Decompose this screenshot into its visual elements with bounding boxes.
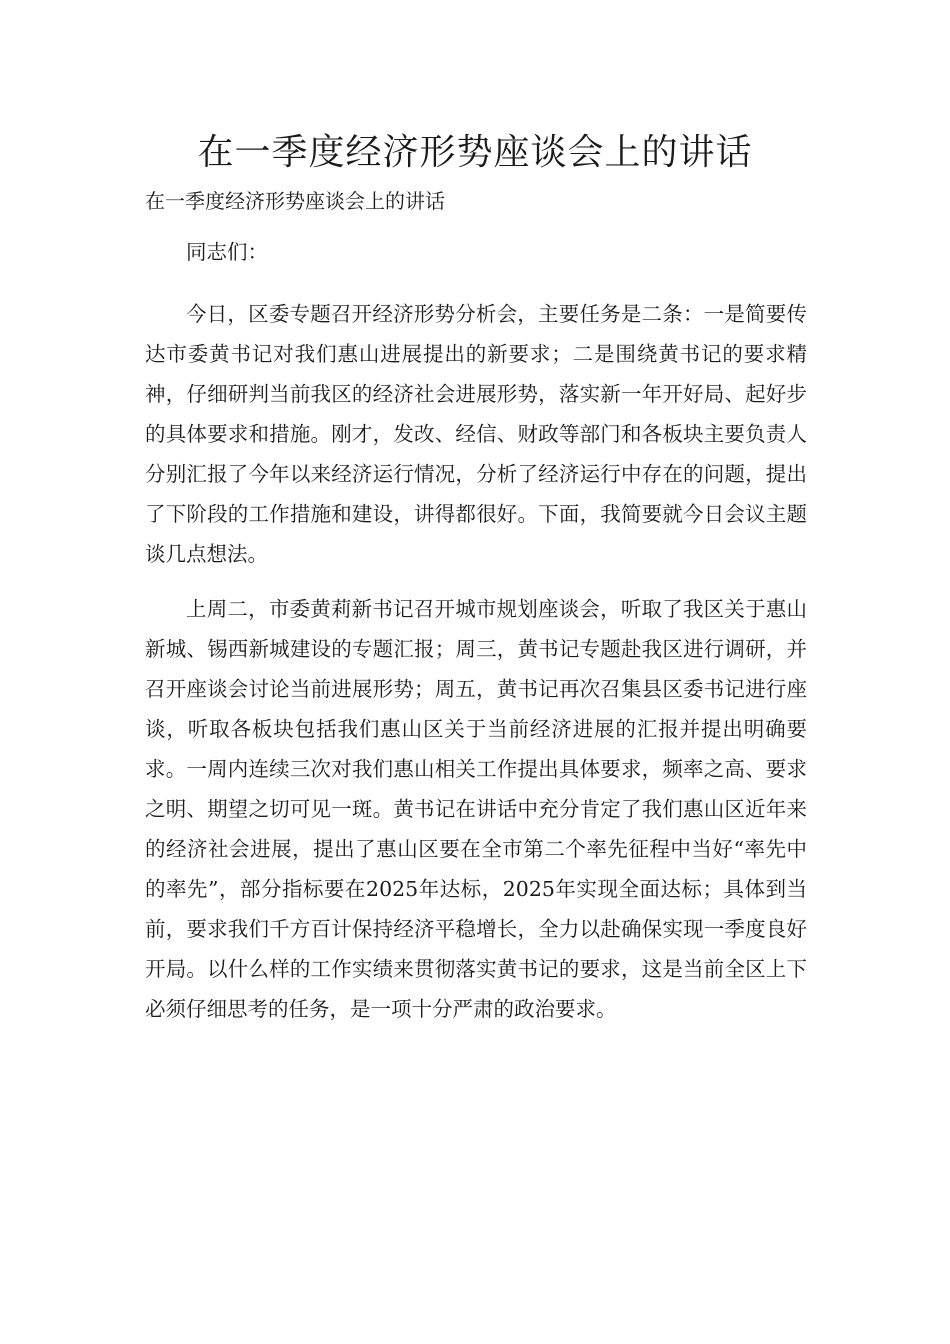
paragraph-1: 今日，区委专题召开经济形势分析会，主要任务是二条：一是简要传达市委黄书记对我们惠山进展提出的新要求；二是围绕黄书记的要求精神，仔细研判当前我区的经济社会进展形势，落实新一年开好局、起好步的具体要求和措施。刚才，发改、经信、财政等部门和各板块主要负责人分别汇报了今年以来经济运行情况，分析了经济运行中存在的问题，提出了下阶段的工作措施和建设，讲得都很好。下面，我简要就今日会议主题谈几点想法。 [145, 302, 807, 566]
paragraph-2: 上周二，市委黄莉新书记召开城市规划座谈会，听取了我区关于惠山新城、锡西新城建设的专题汇报；周三，黄书记专题赴我区进行调研，并召开座谈会讨论当前进展形势；周五，黄书记再次召集县区委书记进行座谈，听取各板块包括我们惠山区关于当前经济进展的汇报并提出明确要求。一周内连续三次对我们惠山相关工作提出具体要求，频率之高、要求之明、期望之切可见一斑。黄书记在讲话中充分肯定了我们惠山区近年来的经济社会进展，提出了惠山区要在全市第二个率先征程中当好“率先中的率先”，部分指标要在2025年达标，2025年实现全面达标；具体到当前，要求我们千方百计保持经济平稳增长，全力以赴确保实现一季度良好开局。以什么样的工作实绩来贯彻落实黄书记的要求，这是当前全区上下必须仔细思考的任务，是一项十分严肃的政治要求。 [145, 597, 807, 1021]
document-body [145, 232, 807, 1044]
greeting: 同志们： [186, 240, 268, 264]
document-title: 在一季度经济形势座谈会上的讲话 [197, 132, 753, 173]
document-subtitle: 在一季度经济形势座谈会上的讲话 [145, 189, 445, 213]
